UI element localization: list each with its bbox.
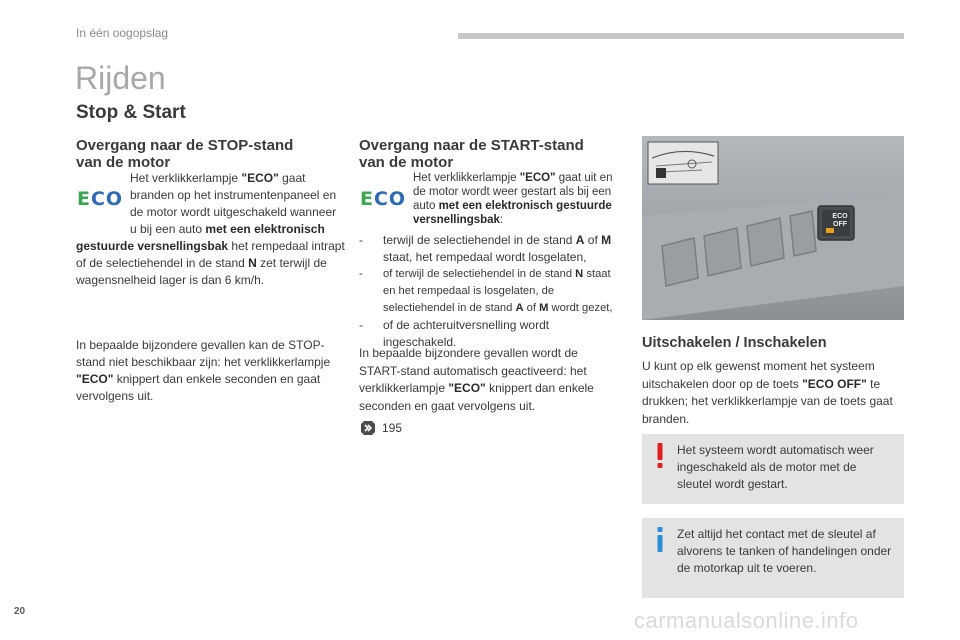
list-item: - of terwijl de selectiehendel in de stand N staat en het rempedaal is losgelaten, de selectiehendel in de stand A of M wordt gezet, <box>359 266 625 317</box>
eco-icon: E CO <box>360 188 407 210</box>
exclamation-icon <box>656 443 664 469</box>
page-subtitle: Stop & Start <box>76 102 186 123</box>
eco-off-button-label: ECO OFF <box>832 213 848 228</box>
warning-callout: Het systeem wordt automatisch weer ingeschakeld als de motor met de sleutel wordt gestart. <box>642 434 904 504</box>
page-number: 20 <box>14 606 26 617</box>
start-heading: Overgang naar de START-stand van de motor <box>359 137 584 171</box>
eco-icon: E CO <box>77 188 124 210</box>
stop-heading: Overgang naar de STOP-stand van de motor <box>76 137 294 171</box>
header-divider <box>458 33 904 39</box>
list-item: - terwijl de selectiehendel in de stand A of M staat, het rempedaal wordt losgelaten, <box>359 232 625 266</box>
stop-paragraph: Het verklikkerlampje "ECO" gaat branden op het instrumentenpaneel en de motor wordt uitgeschakeld wanneer u bij een auto met een elektronisch gestuurde versnellingsbak het rempedaal intrapt of de selectiehendel in de stand N zet terwijl de wagensnelheid lager is dan 6 km/h. <box>76 171 345 287</box>
page-reference-link[interactable]: 195 <box>360 420 402 436</box>
disable-enable-heading: Uitschakelen / Inschakelen <box>642 335 827 351</box>
section-label: In één oogopslag <box>76 26 169 40</box>
disable-enable-paragraph: U kunt op elk gewenst moment het systeem uitschakelen door op de toets "ECO OFF" te drukken; het verklikkerlampje van de toets gaat branden. <box>642 359 893 426</box>
eco-off-button-photo <box>642 136 904 320</box>
info-callout: Zet altijd het contact met de sleutel af alvorens te tanken of handelingen onder de motorkap uit te voeren. <box>642 518 904 598</box>
start-conditions-list <box>359 232 625 351</box>
info-icon <box>656 527 664 553</box>
stop-exception-paragraph: In bepaalde bijzondere gevallen kan de STOP-stand niet beschikbaar zijn: het verklikkerlampje "ECO" knippert dan enkele seconden en gaat vervolgens uit. <box>76 338 331 403</box>
page-title: Rijden <box>75 60 166 96</box>
page-reference-icon <box>360 420 376 436</box>
start-exception-paragraph: In bepaalde bijzondere gevallen wordt de START-stand automatisch geactiveerd: het verklikkerlampje "ECO" knippert dan enkele seconden en gaat vervolgens uit. <box>359 346 594 413</box>
watermark: carmanualsonline.info <box>634 608 859 633</box>
list-item: - of de achteruitversnelling wordt ingeschakeld. <box>359 317 625 351</box>
start-intro: Het verklikkerlampje "ECO" gaat uit en de motor wordt weer gestart als bij een auto met een elektronisch gestuurde versnellingsbak: <box>413 172 613 226</box>
